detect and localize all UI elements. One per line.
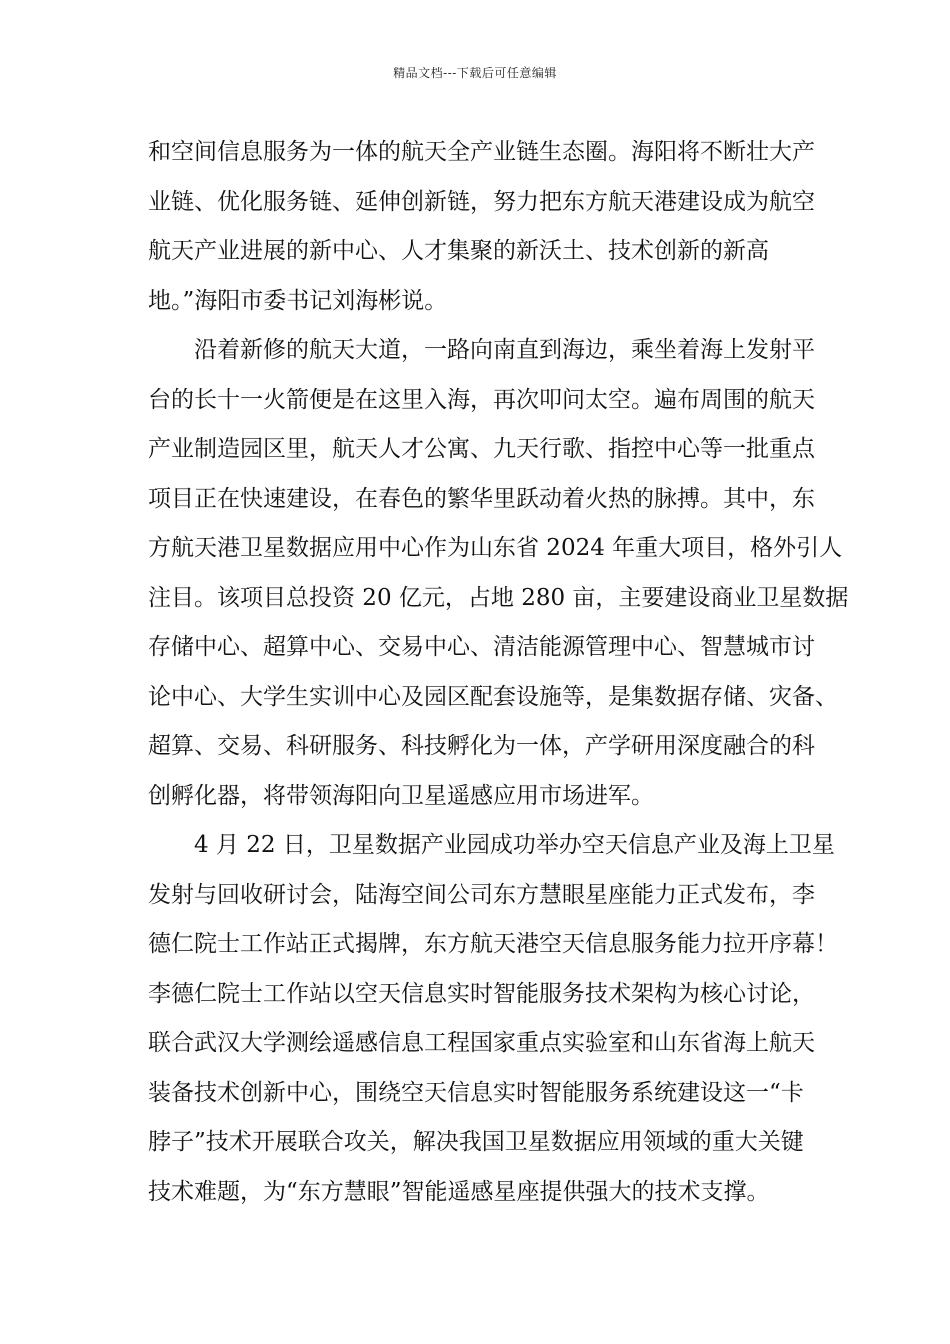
text-line: 和空间信息服务为一体的航天全产业链生态圈。海阳将不断壮大产 xyxy=(148,139,815,165)
text-line: 沿着新修的航天大道，一路向南直到海边，乘坐着海上发射平 xyxy=(194,337,815,363)
text-line: 项目正在快速建设，在春色的繁华里跃动着火热的脉搏。其中，东 xyxy=(148,485,815,512)
text-line: 台的长十一火箭便是在这里入海，再次叩问太空。遍布周围的航天 xyxy=(148,386,815,413)
text-line: 装备技术创新中心，围绕空天信息实时智能服务系统建设这一“卡 xyxy=(148,1079,804,1106)
text-line: 脖子”技术开展联合攻关，解决我国卫星数据应用领域的重大关键 xyxy=(148,1129,804,1155)
text-line: 论中心、大学生实训中心及园区配套设施等，是集数据存储、灾备、 xyxy=(148,683,838,710)
text-line: 存储中心、超算中心、交易中心、清洁能源管理中心、智慧城市讨 xyxy=(148,634,815,660)
text-line: 联合武汉大学测绘遥感信息工程国家重点实验室和山东省海上航天 xyxy=(148,1030,815,1056)
text-line: 李德仁院士工作站以空天信息实时智能服务技术架构为核心讨论， xyxy=(148,980,815,1007)
text-line: 超算、交易、科研服务、科技孵化为一体，产学研用深度融合的科 xyxy=(148,733,815,759)
text-line: 4 月 22 日，卫星数据产业园成功举办空天信息产业及海上卫星 xyxy=(194,832,835,858)
text-line: 德仁院士工作站正式揭牌，东方航天港空天信息服务能力拉开序幕！ xyxy=(148,931,838,957)
text-line: 方航天港卫星数据应用中心作为山东省 2024 年重大项目，格外引人 xyxy=(148,535,843,561)
paragraph-3 xyxy=(148,821,838,1217)
text-line: 产业制造园区里，航天人才公寓、九天行歌、指控中心等一批重点 xyxy=(148,436,815,462)
document-body xyxy=(148,128,849,1217)
page-header: 精品文档---下载后可任意编辑 xyxy=(393,66,557,80)
text-line: 技术难题，为“东方慧眼”智能遥感星座提供强大的技术支撑。 xyxy=(148,1178,770,1205)
text-line: 注目。该项目总投资 20 亿元，占地 280 亩，主要建设商业卫星数据 xyxy=(148,584,849,611)
text-line: 地。”海阳市委书记刘海彬说。 xyxy=(148,287,448,314)
text-line: 航天产业进展的新中心、人才集聚的新沃土、技术创新的新高 xyxy=(148,238,769,264)
text-line: 发射与回收研讨会，陆海空间公司东方慧眼星座能力正式发布，李 xyxy=(148,881,815,908)
paragraph-2 xyxy=(148,326,849,821)
text-line: 业链、优化服务链、延伸创新链，努力把东方航天港建设成为航空 xyxy=(148,188,815,215)
paragraph-1 xyxy=(148,128,824,326)
text-line: 创孵化器，将带领海阳向卫星遥感应用市场进军。 xyxy=(148,782,654,809)
